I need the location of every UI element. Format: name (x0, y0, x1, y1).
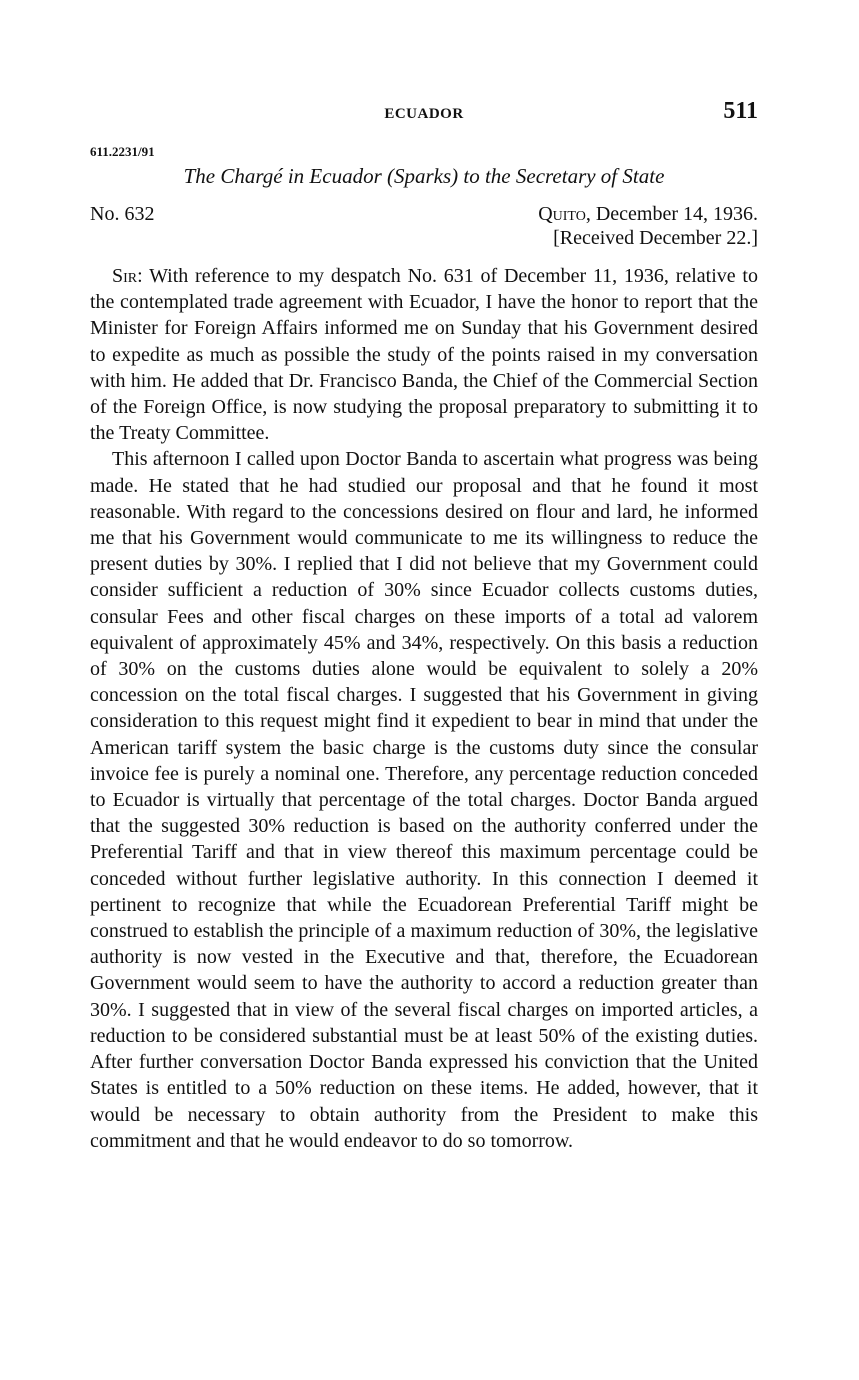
received-date: [Received December 22.] (553, 227, 758, 249)
paragraph-1-text: : With reference to my despatch No. 631 of December 11, 1936, relative to the contemplated trade agreement with Ecuador, I have the honor to report that the Minister for Foreign Affairs informed me on Sunday that his Government desired to expedite as much as possible the study of the points raised in my conversation with him. He added that Dr. Francisco Banda, the Chief of the Commercial Section of the Foreign Office, is now studying the proposal preparatory to submitting it to the Treaty Committee. (90, 265, 758, 445)
paragraph-2: This afternoon I called upon Doctor Banda to ascertain what progress was being made. He stated that he had studied our proposal and that he found it most reasonable. With regard to the concessions desired on flour and lard, he informed me that his Government would communicate to me its willingness to reduce the present duties by 30%. I replied that I did not believe that my Government could consider sufficient a reduction of 30% since Ecuador collects customs duties, consular Fees and other fiscal charges on these imports of a total ad valorem equivalent of approximately 45% and 34%, respectively. On this basis a reduction of 30% on the customs duties alone would be equivalent to solely a 20% concession on the total fiscal charges. I suggested that his Government in giving consideration to this request might find it expedient to bear in mind that under the American tariff system the basic charge is the customs duty since the consular invoice fee is purely a nominal one. Therefore, any percentage reduction conceded to Ecuador is virtually that percentage of the total charges. Doctor Banda argued that the suggested 30% reduction is based on the authority conferred under the Preferential Tariff and that in view thereof this maximum percentage could be conceded without further legislative authority. In this connection I deemed it pertinent to recognize that while the Ecuadorean Preferential Tariff might be construed to establish the principle of a maximum reduction of 30%, the legislative authority is now vested in the Executive and that, therefore, the Ecuadorean Government would seem to have the authority to accord a reduction greater than 30%. I suggested that in view of the several fiscal charges on imported articles, a reduction to be considered substantial must be at least 50% of the existing duties. After further conversation Doctor Banda expressed his conviction that the United States is entitled to a 50% reduction on these items. He added, however, that it would be necessary to obtain authority from the President to make this commitment and that he would endeavor to do so tomorrow. (90, 448, 758, 1152)
running-title: ECUADOR (384, 106, 464, 122)
place: Quito (538, 203, 586, 225)
document-title: The Chargé in Ecuador (Sparks) to the Secretary of State (183, 164, 665, 188)
page-number: 511 (723, 98, 758, 124)
document-page (90, 98, 758, 1154)
place-and-date (538, 203, 758, 226)
despatch-number: No. 632 (90, 203, 155, 225)
running-head (90, 98, 758, 132)
date: , December 14, 1936. (585, 203, 758, 225)
file-number: 611.2231/91 (90, 144, 155, 159)
despatch-meta (90, 203, 758, 255)
salutation: Sir (112, 265, 138, 287)
paragraph-1 (90, 263, 758, 446)
letter-body (90, 263, 758, 1154)
